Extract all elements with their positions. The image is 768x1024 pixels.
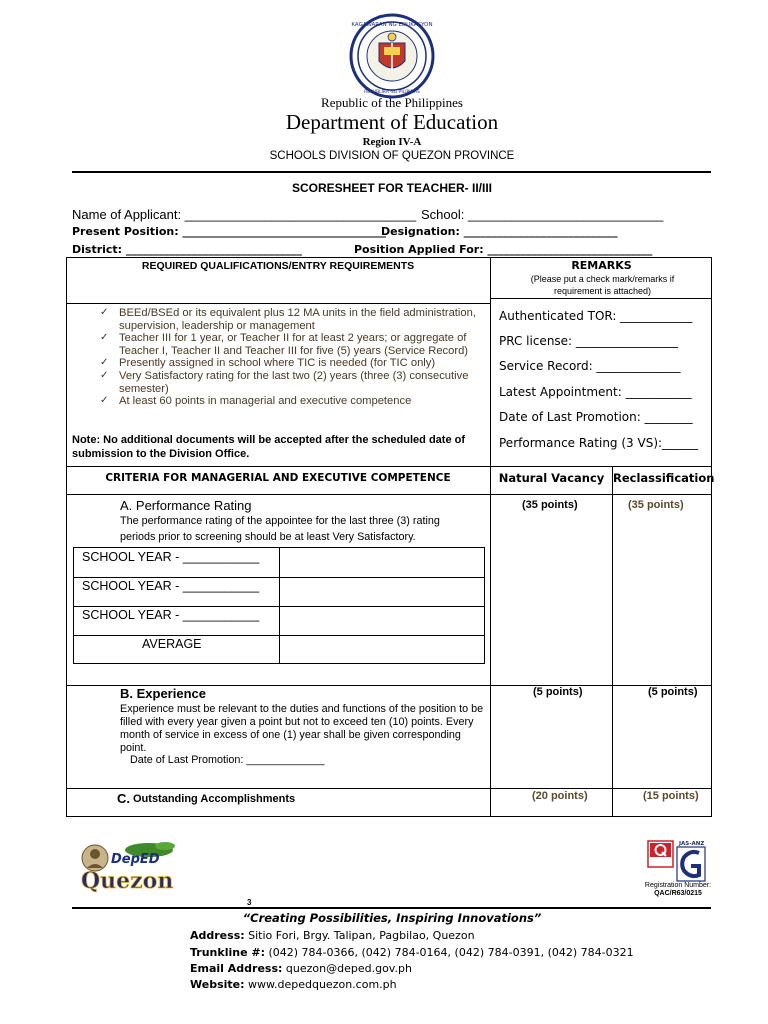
website-line <box>190 978 397 991</box>
experience-reclass-points: (5 points) <box>648 686 698 698</box>
address-label: Address: <box>190 929 245 942</box>
district-field[interactable]: District: ________________________________ <box>72 243 302 256</box>
position-applied-field[interactable]: Position Applied For: ______________________________ <box>354 243 653 256</box>
region-label: Region IV-A <box>362 136 422 148</box>
registration-label: Registration Number: <box>644 882 712 889</box>
applicant-name-field[interactable]: Name of Applicant: ________________________________ <box>72 207 417 222</box>
address-line <box>190 929 475 942</box>
remark-latest-appointment[interactable]: Latest Appointment: ___________ <box>499 385 692 399</box>
requirements-list <box>100 307 485 408</box>
registration-number: QAC/R63/0215 <box>654 890 702 897</box>
checkmark-icon: ✓ <box>100 369 109 381</box>
trunkline-value: (042) 784-0366, (042) 784-0164, (042) 784-0391, (042) 784-0321 <box>268 946 634 959</box>
remark-prc[interactable]: PRC license: _________________ <box>499 334 678 348</box>
deped-seal-icon <box>349 13 435 99</box>
school-year-field[interactable]: SCHOOL YEAR - ___________ <box>82 608 260 622</box>
seal-text: KAGAWARAN NG EDUKASYON <box>351 22 433 28</box>
logo-main-text: Quezon <box>81 868 174 894</box>
seal-subtext: REPUBLIKA NG PILIPINAS <box>364 90 420 95</box>
requirement-item: ✓ Very Satisfactory rating for the last two (2) years (three (3) consecutive semester) <box>100 369 469 395</box>
tagline: “Creating Possibilities, Inspiring Innovations” <box>242 911 542 925</box>
deped-seal <box>349 13 435 99</box>
experience-natural-points: (5 points) <box>533 686 583 698</box>
criteria-header: CRITERIA FOR MANAGERIAL AND EXECUTIVE COMPETENCE <box>105 472 451 484</box>
checkmark-icon: ✓ <box>100 307 109 318</box>
experience-desc: Experience must be relevant to the duties and functions of the position to be filled with every year given a point but not to exceed ten (10) points. Every month of service in excess of one (1) year shall be given corresponding point. <box>120 703 484 754</box>
checkmark-icon: ✓ <box>100 332 109 344</box>
performance-natural-points: (35 points) <box>522 499 578 511</box>
remark-performance-rating[interactable]: Performance Rating (3 VS):______ <box>499 436 699 450</box>
experience-title: B. Experience <box>120 686 206 701</box>
republic-label: Republic of the Philippines <box>321 95 463 110</box>
submission-note: Note: No additional documents will be accepted after the scheduled date of submission to the Division Office. <box>72 434 466 460</box>
performance-rating-desc-1: The performance rating of the appointee for the last three (3) rating <box>120 515 440 527</box>
email-line <box>190 962 412 975</box>
remark-last-promotion[interactable]: Date of Last Promotion: ________ <box>499 410 693 424</box>
website-link[interactable]: www.depedquezon.com.ph <box>248 978 397 991</box>
requirement-item: ✓ Teacher III for 1 year, or Teacher II for at least 2 years; or aggregate of Teacher I, Teacher II and Teacher III for five (5) years (Service Record) <box>100 332 469 357</box>
form-title: SCORESHEET FOR TEACHER- II/III <box>291 181 492 195</box>
cert-mark-text: JAS-ANZ <box>679 841 705 847</box>
school-year-field[interactable]: SCHOOL YEAR - ___________ <box>82 579 260 593</box>
present-position-field[interactable]: Present Position: _____________________________________ <box>72 225 386 238</box>
accomplishments-letter: C. <box>117 791 130 806</box>
trunkline-label: Trunkline #: <box>190 946 265 959</box>
footer-divider <box>72 907 711 909</box>
average-label: AVERAGE <box>142 637 202 651</box>
accomplishments-title: Outstanding Accomplishments <box>133 793 296 805</box>
natural-vacancy-header: Natural Vacancy <box>498 471 605 485</box>
division-label: SCHOOLS DIVISION OF QUEZON PROVINCE <box>269 150 515 162</box>
performance-rating-desc-2: periods prior to screening should be at least Very Satisfactory. <box>120 531 416 543</box>
accomplishments-natural-points: (20 points) <box>532 790 588 802</box>
website-label: Website: <box>190 978 245 991</box>
email-link[interactable]: quezon@deped.gov.ph <box>285 962 412 975</box>
school-year-table <box>73 547 485 664</box>
iso-certification-logo <box>647 839 709 885</box>
designation-field[interactable]: Designation: ____________________________ <box>381 225 618 238</box>
logo-top-text: DepED <box>111 852 160 867</box>
trunkline-line <box>190 946 634 959</box>
checkmark-icon: ✓ <box>100 395 109 407</box>
requirement-item: ✓ BEEd/BSEd or its equivalent plus 12 MA units in the field administration, supervision, leadership or management <box>100 307 476 332</box>
last-promotion-field[interactable]: Date of Last Promotion: _____________ <box>130 754 325 766</box>
accomplishments-reclass-points: (15 points) <box>643 790 699 802</box>
remark-tor[interactable]: Authenticated TOR: ____________ <box>499 309 693 323</box>
checkmark-icon: ✓ <box>100 357 109 369</box>
remark-service-record[interactable]: Service Record: ______________ <box>499 359 681 373</box>
page-number: 3 <box>247 898 252 907</box>
school-year-field[interactable]: SCHOOL YEAR - ___________ <box>82 550 260 564</box>
certification-icon <box>647 839 709 885</box>
header-divider <box>72 171 711 173</box>
school-field[interactable]: School: ___________________________ <box>421 207 664 222</box>
remarks-note: (Please put a check mark/remarks if requirement is attached) <box>530 274 675 296</box>
deped-quezon-logo-icon <box>73 836 185 898</box>
department-title: Department of Education <box>285 110 499 134</box>
email-label: Email Address: <box>190 962 283 975</box>
requirements-header: REQUIRED QUALIFICATIONS/ENTRY REQUIREMENTS <box>141 260 415 272</box>
reclassification-header: Reclassification <box>613 471 715 485</box>
performance-reclass-points: (35 points) <box>628 499 684 511</box>
remarks-header: REMARKS <box>571 259 632 272</box>
requirement-item: ✓ Presently assigned in school where TIC is needed (for TIC only) <box>100 357 436 370</box>
requirement-item: ✓ At least 60 points in managerial and executive competence <box>100 395 412 408</box>
address-value: Sitio Fori, Brgy. Talipan, Pagbilao, Quezon <box>248 929 475 942</box>
deped-quezon-logo <box>73 836 185 898</box>
performance-rating-title: A. Performance Rating <box>120 498 252 513</box>
